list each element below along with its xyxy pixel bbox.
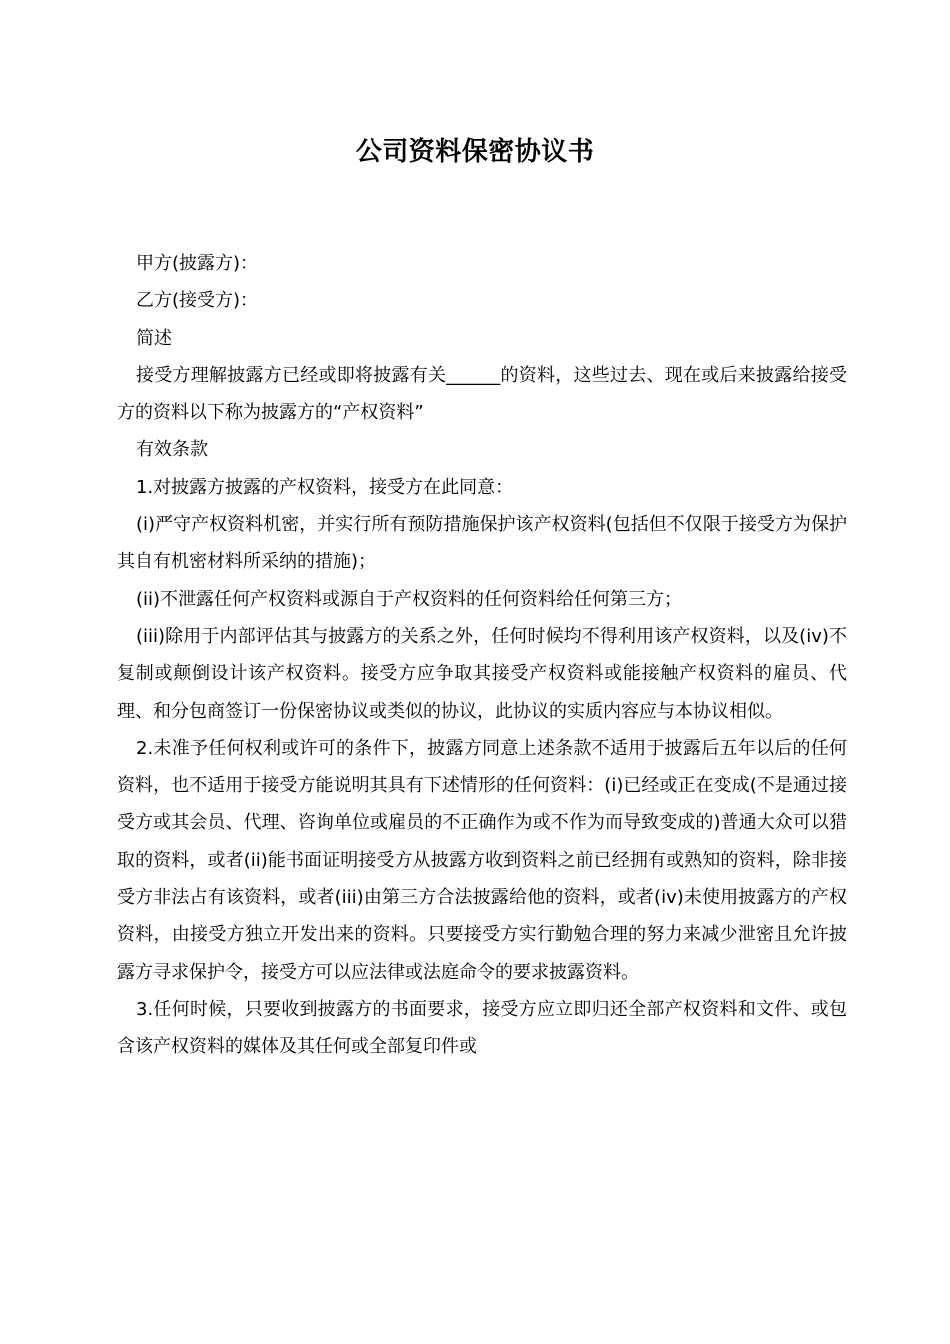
document-title: 公司资料保密协议书 [355, 137, 595, 167]
clause-1-ii: (ii)不泄露任何产权资料或源自于产权资料的任何资料给任何第三方； [136, 588, 683, 610]
clause-1: 1.对披露方披露的产权资料，接受方在此同意： [136, 476, 514, 498]
summary-heading: 简述 [136, 327, 172, 349]
party-b-line: 乙方(接受方)： [136, 290, 259, 312]
clause-3: 3.任何时候，只要收到披露方的书面要求，接受方应立即归还全部产权资料和文件、或包含该产权资料的媒体及其任何或全部复印件或 [117, 998, 847, 1058]
clause-1-i: (i)严守产权资料机密，并实行所有预防措施保护该产权资料(包括但不仅限于接受方为保护其自有机密材料所采纳的措施)； [117, 514, 847, 573]
party-a-line: 甲方(披露方)： [136, 253, 259, 274]
summary-paragraph: 接受方理解披露方已经或即将披露有关______的资料，这些过去、现在或后来披露给接受方的资料以下称为披露方的“产权资料” [117, 364, 847, 424]
clause-1-iii: (iii)除用于内部评估其与披露方的关系之外，任何时候均不得利用该产权资料，以及(iv)不复制或颠倒设计该产权资料。接受方应争取其接受产权资料或能接触产权资料的雇员、代理、和分包商签订一份保密协议或类似的协议，此协议的实质内容应与本协议相似。 [117, 625, 847, 722]
document-body [117, 245, 847, 1066]
clause-2: 2.未准予任何权利或许可的条件下，披露方同意上述条款不适用于披露后五年以后的任何资料，也不适用于接受方能说明其具有下述情形的任何资料：(i)已经或正在变成(不是通过接受方或其会员、代理、咨询单位或雇员的不正确作为或不作为而导致变成的)普通大众可以猎取的资料，或者(ii)能书面证明接受方从披露方收到资料之前已经拥有或熟知的资料，除非接受方非法占有该资料，或者(iii)由第三方合法披露给他的资料，或者(iv)未使用披露方的产权资料，由接受方独立开发出来的资料。只要接受方实行勤勉合理的努力来减少泄密且允许披露方寻求保护令，接受方可以应法律或法庭命令的要求披露资料。 [117, 737, 847, 983]
terms-heading: 有效条款 [136, 439, 208, 461]
